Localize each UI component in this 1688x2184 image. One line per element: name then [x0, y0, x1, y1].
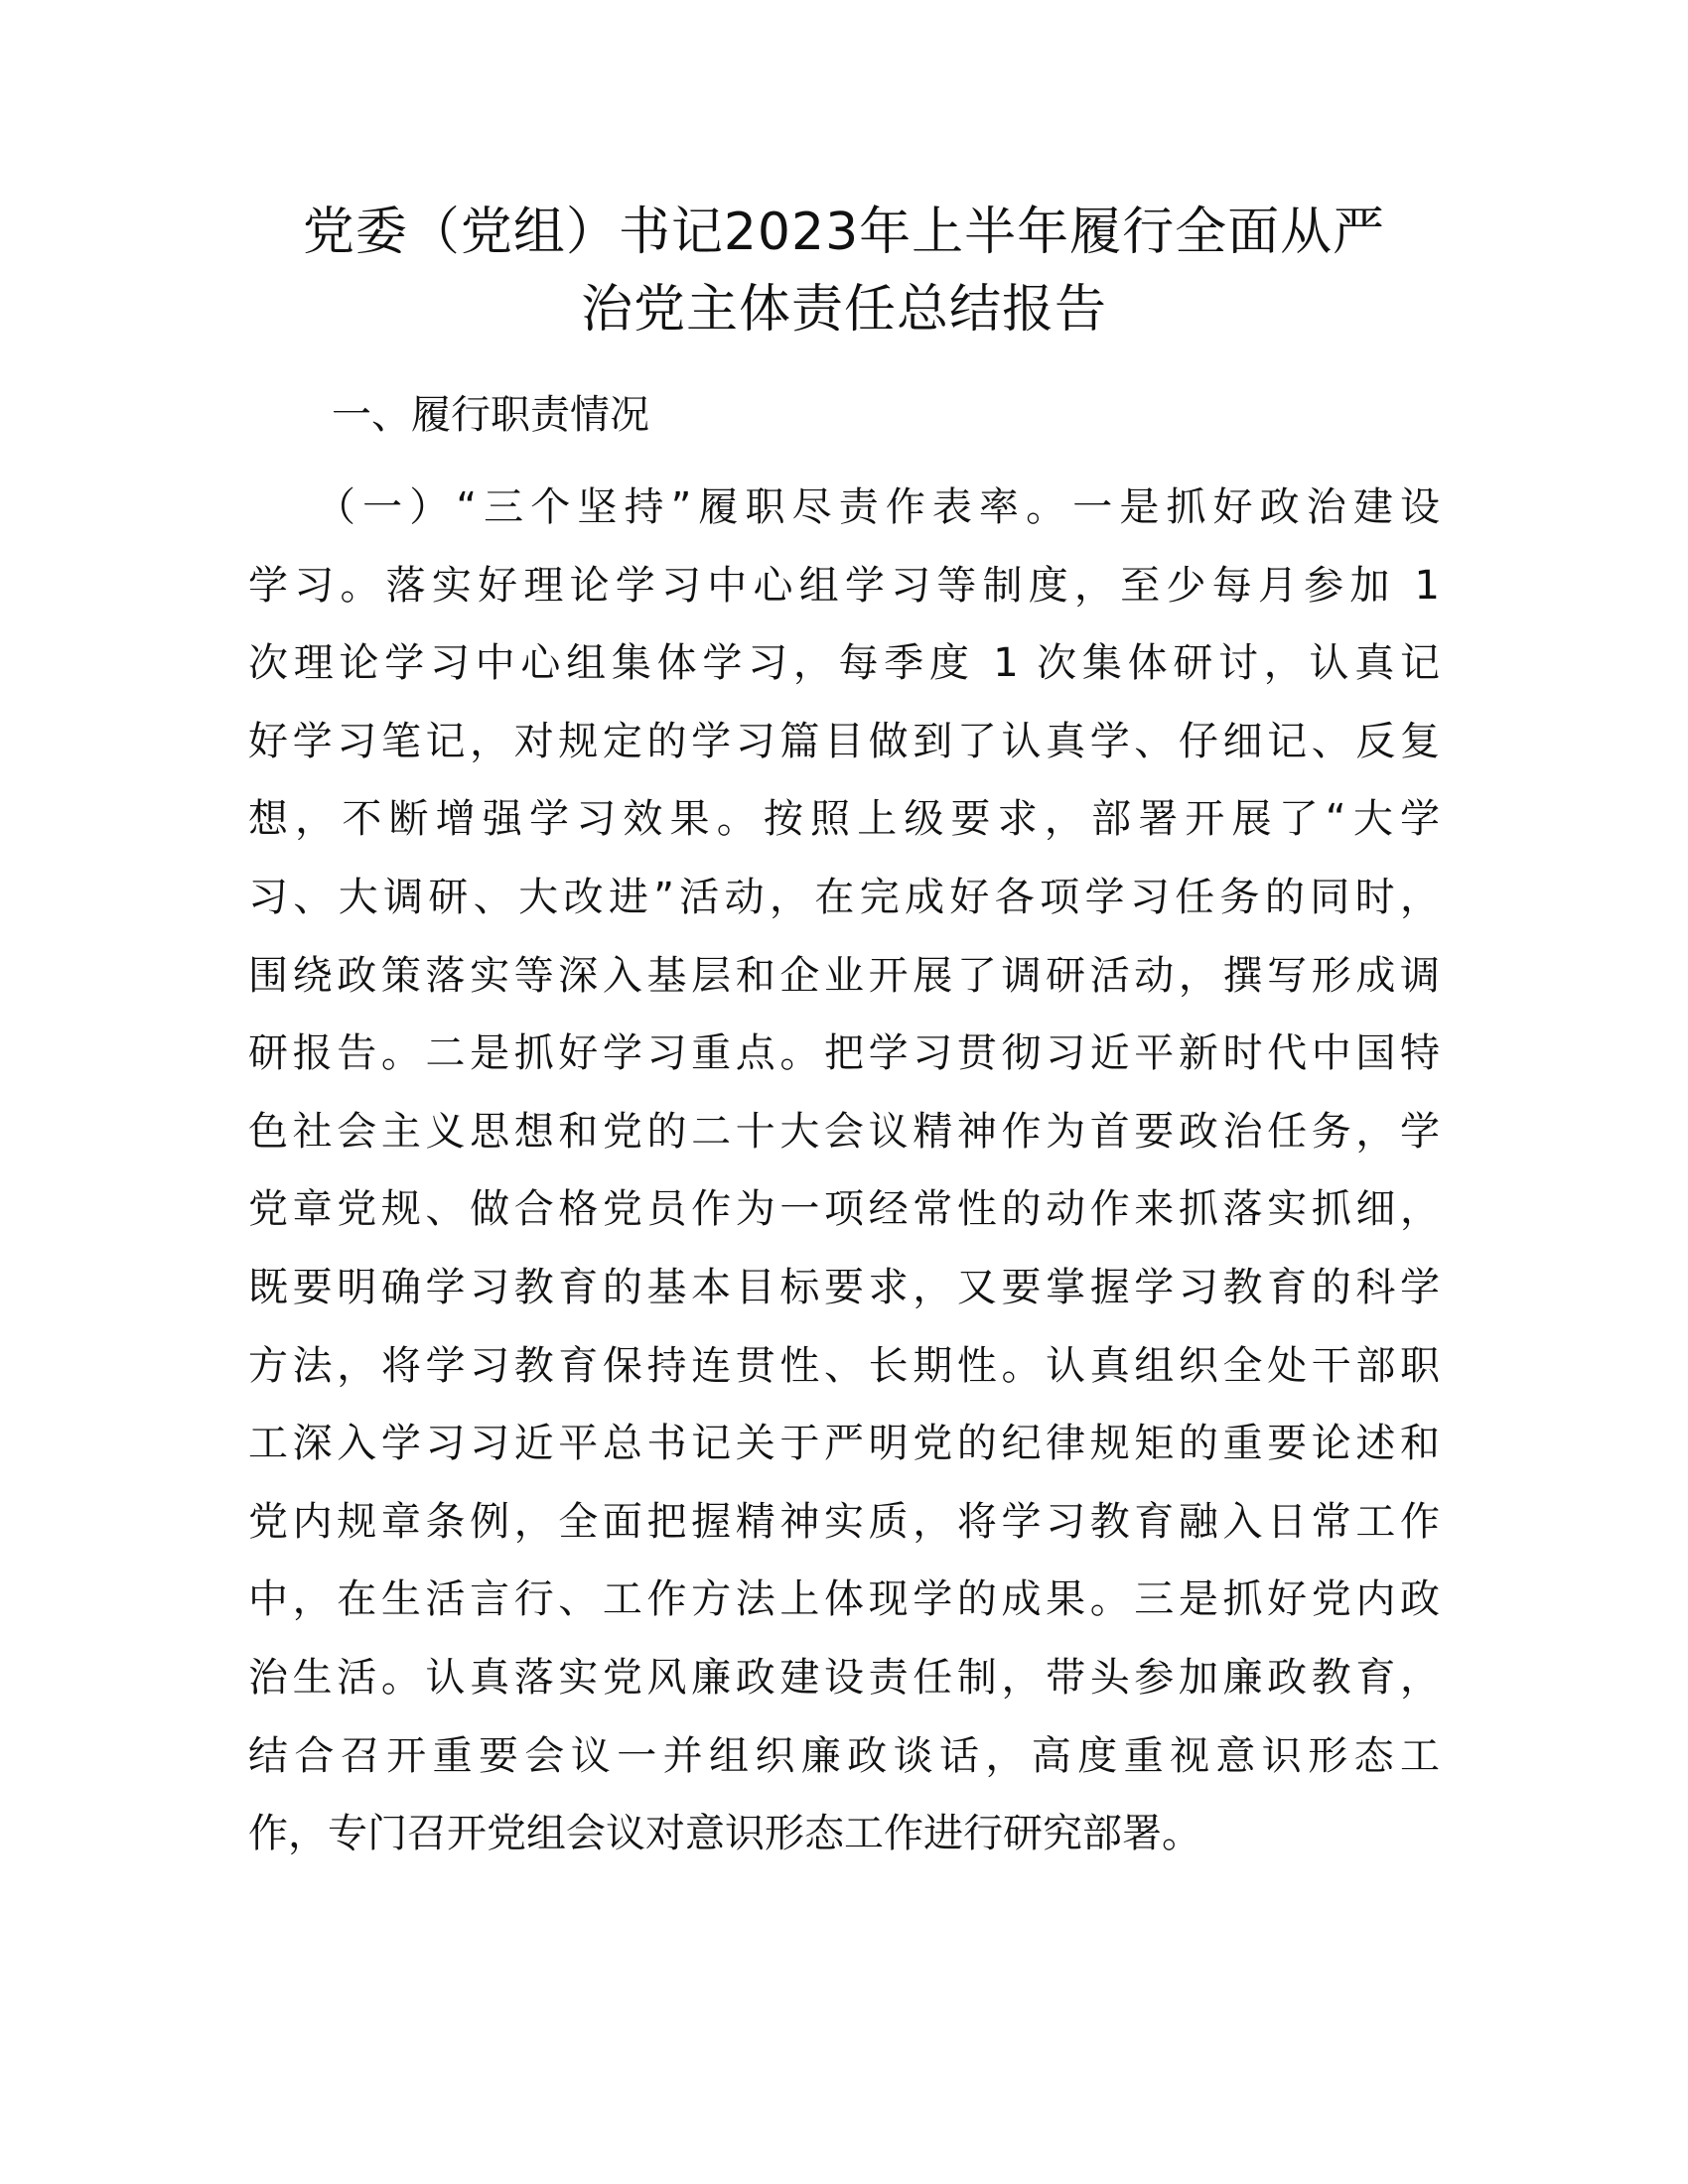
body-paragraph — [248, 469, 1440, 1873]
paragraph-line: 色社会主义思想和党的二十大会议精神作为首要政治任务，学 — [248, 1108, 1440, 1155]
paragraph-line: 既要明确学习教育的基本目标要求，又要掌握学习教育的科学 — [248, 1264, 1440, 1310]
document-title — [248, 194, 1440, 348]
paragraph-line: 党内规章条例，全面把握精神实质，将学习教育融入日常工作 — [248, 1498, 1440, 1545]
paragraph-line: 工深入学习习近平总书记关于严明党的纪律规矩的重要论述和 — [248, 1421, 1440, 1467]
paragraph-line: 想，不断增强学习效果。按照上级要求，部署开展了“大学 — [248, 796, 1440, 843]
paragraph-line: 好学习笔记，对规定的学习篇目做到了认真学、仔细记、反复 — [248, 718, 1440, 764]
paragraph-line: 中，在生活言行、工作方法上体现学的成果。三是抓好党内政 — [248, 1576, 1440, 1623]
paragraph-line: 习、大调研、大改进”活动，在完成好各项学习任务的同时， — [248, 874, 1440, 920]
paragraph-line: 次理论学习中心组集体学习，每季度 1 次集体研讨，认真记 — [248, 640, 1440, 687]
title-line-2: 治党主体责任总结报告 — [580, 280, 1107, 340]
title-line-1: 党委（党组）书记2023年上半年履行全面从严 — [302, 203, 1386, 262]
paragraph-line: 方法，将学习教育保持连贯性、长期性。认真组织全处干部职 — [248, 1342, 1440, 1389]
section-heading: 一、履行职责情况 — [332, 392, 649, 438]
paragraph-line: 党章党规、做合格党员作为一项经常性的动作来抓落实抓细， — [248, 1186, 1440, 1233]
paragraph-line: 学习。落实好理论学习中心组学习等制度，至少每月参加 1 — [248, 562, 1440, 609]
paragraph-line: 作，专门召开党组会议对意识形态工作进行研究部署。 — [248, 1811, 1201, 1857]
paragraph-line: 结合召开重要会议一并组织廉政谈话，高度重视意识形态工 — [248, 1732, 1440, 1779]
paragraph-line: （一）“三个坚持”履职尽责作表率。一是抓好政治建设 — [316, 484, 1440, 530]
paragraph-line: 研报告。二是抓好学习重点。把学习贯彻习近平新时代中国特 — [248, 1030, 1440, 1077]
paragraph-line: 围绕政策落实等深入基层和企业开展了调研活动，撰写形成调 — [248, 952, 1440, 999]
paragraph-line: 治生活。认真落实党风廉政建设责任制，带头参加廉政教育， — [248, 1654, 1440, 1701]
